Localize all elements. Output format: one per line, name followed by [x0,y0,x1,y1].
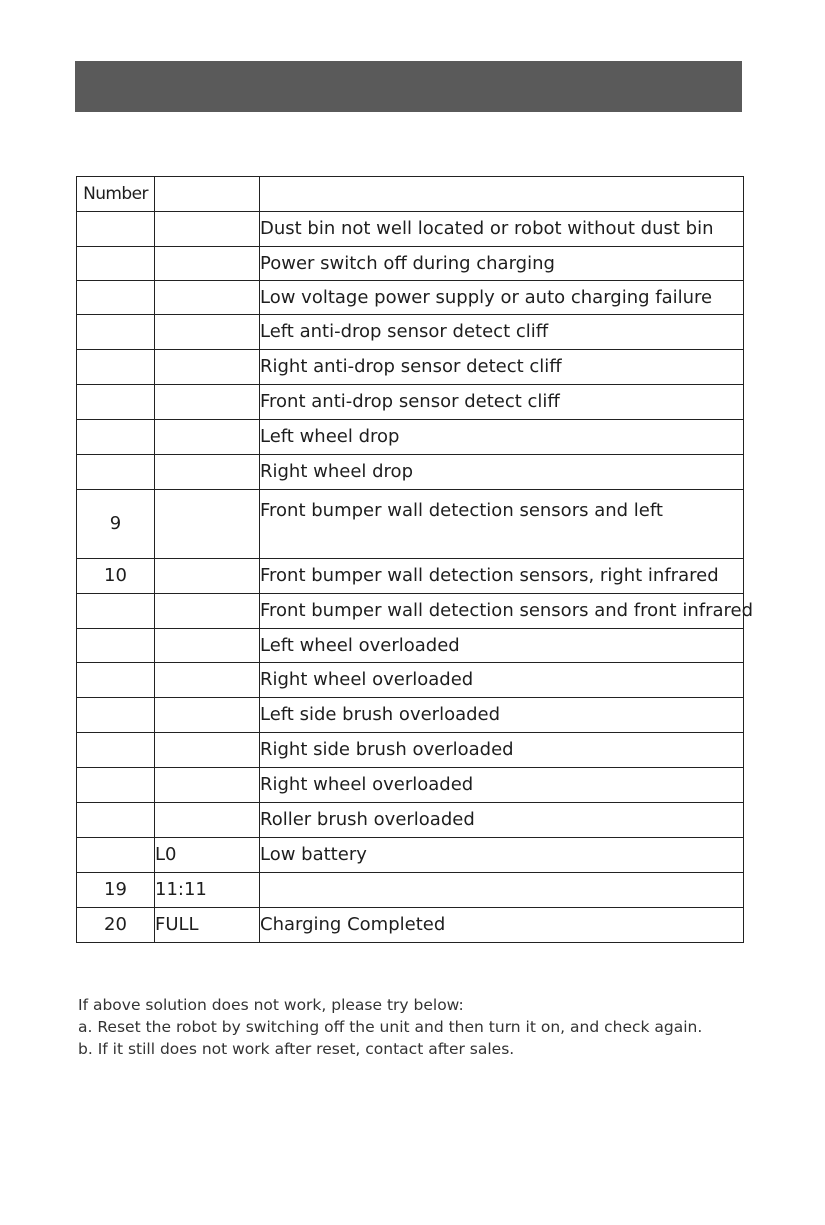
row-description: Front bumper wall detection sensors and left [260,490,744,559]
row-description: Left wheel drop [260,420,744,455]
row-description: Roller brush overloaded [260,803,744,838]
table-row [77,247,744,281]
row-code [155,212,260,247]
section-header-bar [75,61,742,112]
troubleshooting-notes [78,994,702,1060]
row-code [155,629,260,663]
row-number [77,385,155,420]
row-description: Right side brush overloaded [260,733,744,768]
row-code [155,385,260,420]
row-description: Dust bin not well located or robot without dust bin [260,212,744,247]
row-number: 20 [77,908,155,943]
row-number [77,420,155,455]
notes-step-a: a. Reset the robot by switching off the unit and then turn it on, and check again. [78,1018,703,1036]
row-number: 10 [77,559,155,594]
row-description: Front bumper wall detection sensors, right infrared [260,559,744,594]
table-row [77,315,744,350]
table-row [77,420,744,455]
row-number [77,768,155,803]
row-number [77,594,155,629]
row-description: Front bumper wall detection sensors and front infrared [260,594,744,629]
row-number: 9 [77,490,155,559]
row-number [77,281,155,315]
table-row [77,385,744,420]
row-number [77,733,155,768]
row-description: Low battery [260,838,744,873]
table-row [77,803,744,838]
row-code [155,350,260,385]
row-code [155,247,260,281]
table-row [77,698,744,733]
table-row [77,594,744,629]
row-description: Right wheel overloaded [260,768,744,803]
row-code [155,420,260,455]
row-number [77,212,155,247]
row-number [77,455,155,490]
row-code [155,490,260,559]
table-row [77,629,744,663]
header-code [155,177,260,212]
table-row [77,490,744,559]
table-row [77,768,744,803]
table-row [77,350,744,385]
row-code [155,663,260,698]
row-description: Front anti-drop sensor detect cliff [260,385,744,420]
header-description [260,177,744,212]
row-code [155,594,260,629]
row-code: L0 [155,838,260,873]
table-row [77,733,744,768]
notes-step-b: b. If it still does not work after reset, contact after sales. [78,1040,515,1058]
table-row [77,212,744,247]
table-row [77,281,744,315]
table-header-row [77,177,744,212]
error-code-table [76,176,754,943]
notes-intro: If above solution does not work, please try below: [78,996,464,1014]
table-row [77,908,744,943]
row-code [155,315,260,350]
row-code [155,281,260,315]
table-row [77,559,744,594]
row-description: Power switch off during charging [260,247,744,281]
row-code: 11:11 [155,873,260,908]
row-description: Left wheel overloaded [260,629,744,663]
row-code [155,803,260,838]
row-description: Right wheel drop [260,455,744,490]
row-number [77,350,155,385]
table-row [77,455,744,490]
table-row [77,663,744,698]
row-description: Right wheel overloaded [260,663,744,698]
row-number [77,698,155,733]
row-number [77,315,155,350]
row-code [155,455,260,490]
row-description [260,873,744,908]
table-row [77,838,744,873]
row-code [155,698,260,733]
row-number [77,663,155,698]
row-code: FULL [155,908,260,943]
row-code [155,733,260,768]
row-number [77,629,155,663]
row-number [77,838,155,873]
row-description: Left anti-drop sensor detect cliff [260,315,744,350]
row-description: Right anti-drop sensor detect cliff [260,350,744,385]
row-description: Low voltage power supply or auto charging failure [260,281,744,315]
row-number: 19 [77,873,155,908]
header-number: Number [77,177,155,212]
row-description: Left side brush overloaded [260,698,744,733]
row-number [77,803,155,838]
row-description: Charging Completed [260,908,744,943]
table-row [77,873,744,908]
row-code [155,768,260,803]
row-number [77,247,155,281]
row-code [155,559,260,594]
